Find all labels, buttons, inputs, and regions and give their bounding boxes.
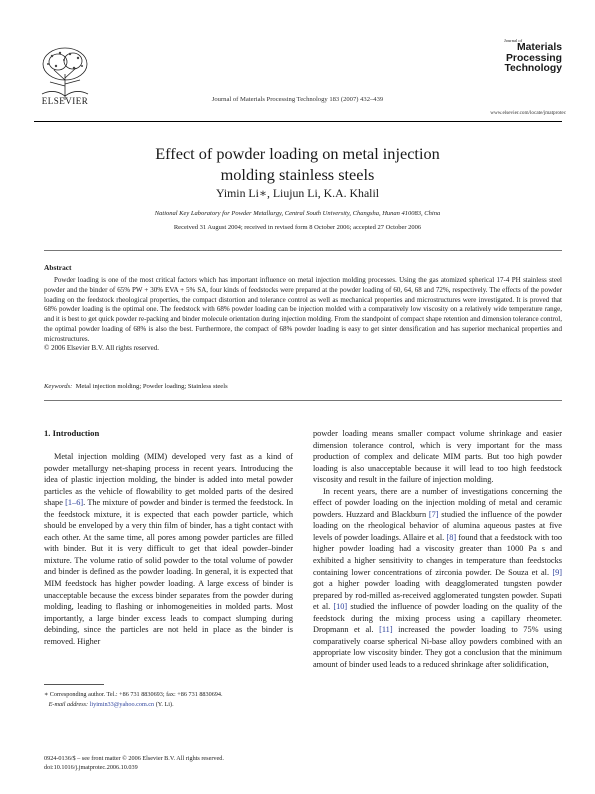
intro-text: In recent years, there are a number of investigations concerning the effect of powder loading on the injection molding of metal and ceramic powders. Huzzard and Blackburn (313, 486, 562, 519)
journal-url[interactable]: www.elsevier.com/locate/jmatprotec (490, 110, 566, 116)
abstract-top-rule (44, 250, 562, 251)
doi-line[interactable]: doi:10.1016/j.jmatprotec.2006.10.039 (44, 764, 138, 771)
abstract-copyright: © 2006 Elsevier B.V. All rights reserved. (44, 344, 160, 353)
author-list (90, 186, 505, 201)
page-footer (44, 754, 344, 772)
footnote (44, 690, 314, 709)
citation-link[interactable]: [1–6] (65, 498, 84, 508)
intro-paragraph-2: powder loading means smaller compact volume shrinkage and easier dimension tolerance control, which is very important for the mass production of complex and delicate MIM parts. But too high powder loading is also unacceptable because it will lead to too high feedstock viscosity and result in the failure of injection molding. (313, 429, 562, 485)
intro-paragraph-1 (44, 451, 293, 647)
section-heading-introduction: 1. Introduction (44, 428, 100, 438)
citation-link[interactable]: [9] (552, 567, 562, 577)
keywords-label: Keywords: (44, 383, 73, 390)
intro-text: found that a feedstock with too higher powder loading had a viscosity greater than 1000 Pa s and exhibited a higher sensitivity to changes in temperature than feedstocks containing lower concentrations of zirconia powder. De Souza et al. (313, 532, 563, 577)
cover-small-text: Journal of (504, 38, 523, 43)
publisher-name: ELSEVIER (41, 96, 89, 106)
abstract-heading: Abstract (44, 263, 72, 272)
corresponding-mark[interactable]: ∗ (258, 186, 267, 200)
cover-title-3: Technology (504, 63, 562, 74)
intro-paragraph-3 (313, 486, 562, 671)
email-link[interactable]: liyimin33@yahoo.com.cn (89, 700, 155, 708)
abstract-bottom-rule (44, 400, 562, 401)
keywords (44, 383, 562, 390)
author-1[interactable]: Yimin Li (215, 186, 259, 200)
intro-text: Metal injection molding (MIM) developed very fast as a kind of powder metallurgy net-shaping process in recent years. Introducing the idea of plastic injection molding, the binder is added into metal powder particles as the vehicle of flowability to get molded parts of the desired shape (44, 452, 293, 508)
intro-text: studied the influence of the powder loading on the rheological behavior of alumina aqueous pastes at five levels of powder loadings. Allaire et al. (313, 509, 562, 542)
corresponding-author-note: ∗ Corresponding author. Tel.: +86 731 8830693; fax: +86 731 8830694. (44, 691, 223, 698)
citation-link[interactable]: [7] (428, 509, 439, 519)
intro-text: got a higher powder loading with deagglomerated tungsten powder prepared by rod-milled as-received agglomerated tungsten powder. Supati et al. (313, 579, 562, 612)
email-line (44, 700, 314, 710)
intro-text: studied the influence of powder loading on the quality of the feedstock during the mixing process using a capillary rheometer. Dropmann et al. (313, 602, 562, 635)
affiliation: National Key Laboratory for Powder Metallurgy, Central South University, Changsha, Hunan 410083, China (154, 210, 441, 217)
intro-text: . The mixture of powder and binder is termed the feedstock. In the feedstock mixture, it is expected that each powder particle, which should be enveloped by a very thin film of binder, has a tight contact with each other. At the same time, all pores among powder particles are filled with binder. But it is very difficult to get that ideal powder–binder mixture. The volume ratio of solid powder to the total volume of powder and binder is defined as the powder loading. In general, it is expected that MIM feedstock has higher powder loading. A large excess of binder is unacceptable because the excess binder separates from the powder during molding, leading to flashing or inhomogeneities in molded parts. Most importantly, a large binder excess leads to compact slumping during debinding, since the particles are not held in place as the binder is removed. Higher (44, 498, 293, 646)
author-others[interactable]: , Liujun Li, K.A. Khalil (266, 186, 380, 200)
issn-line: 0924-0136/$ – see front matter © 2006 Elsevier B.V. All rights reserved. (44, 755, 224, 762)
email-suffix: (Y. Li). (154, 700, 174, 708)
cover-title-1: Materials (516, 42, 562, 53)
header-rule (34, 121, 562, 122)
intro-text: increased the powder loading to 75% using comparatively coarse spherical Ni-base alloy powders combined with an appropriate low viscosity binder. They got a conclusion that the minimum amount of binder used leads to a reduced shrinkage after solidification, (313, 625, 562, 669)
right-column (313, 428, 562, 670)
keywords-list: Metal injection molding; Powder loading; Stainless steels (75, 383, 228, 390)
journal-cover[interactable] (494, 38, 562, 100)
citation-link[interactable]: [8] (446, 532, 457, 542)
email-label: E-mail address: (48, 700, 89, 708)
left-column (44, 451, 293, 647)
footnote-rule (44, 684, 104, 685)
article-title (90, 143, 505, 185)
title-line-1: Effect of powder loading on metal injection (155, 144, 440, 163)
journal-citation[interactable]: Journal of Materials Processing Technology 183 (2007) 432–439 (211, 96, 384, 103)
citation-link[interactable]: [11] (379, 625, 393, 635)
citation-link[interactable]: [10] (333, 602, 348, 612)
abstract-text: Powder loading is one of the most critical factors which has important influence on metal injection molding processes. Using the gas atomized spherical 17-4 PH stainless steel powder and the binder of 65% PW + 30% EVA + 5% SA, four kinds of feedstocks were prepared at the powder loading of 60, 64, 68 and 72%, respectively. The effects of the powder loading on the feedstock rheological properties, the compact distortion and tolerance control as well as mechanical properties and microstructures were investigated. It is proved that 68% powder loading is the optimal one. The feedstock with 68% powder loading can be injection molded with a comparatively low viscosity on a relatively wide temperature range, and it is best to get quick powder re-packing and binder molecule orientation during injection molding. From the standpoint of compact shape retention and dimension tolerance control, the optimal powder loading of 68% is also the best. Furthermore, the compact of 68% powder loading is easy to get sinter densification and has superior mechanical properties and microstructures. (44, 276, 562, 343)
received-dates: Received 31 August 2004; received in revised form 8 October 2006; accepted 27 October 2006 (173, 224, 422, 231)
abstract-body (44, 276, 562, 354)
title-line-2: molding stainless steels (220, 165, 375, 184)
cover-title-2: Processing (505, 52, 562, 64)
